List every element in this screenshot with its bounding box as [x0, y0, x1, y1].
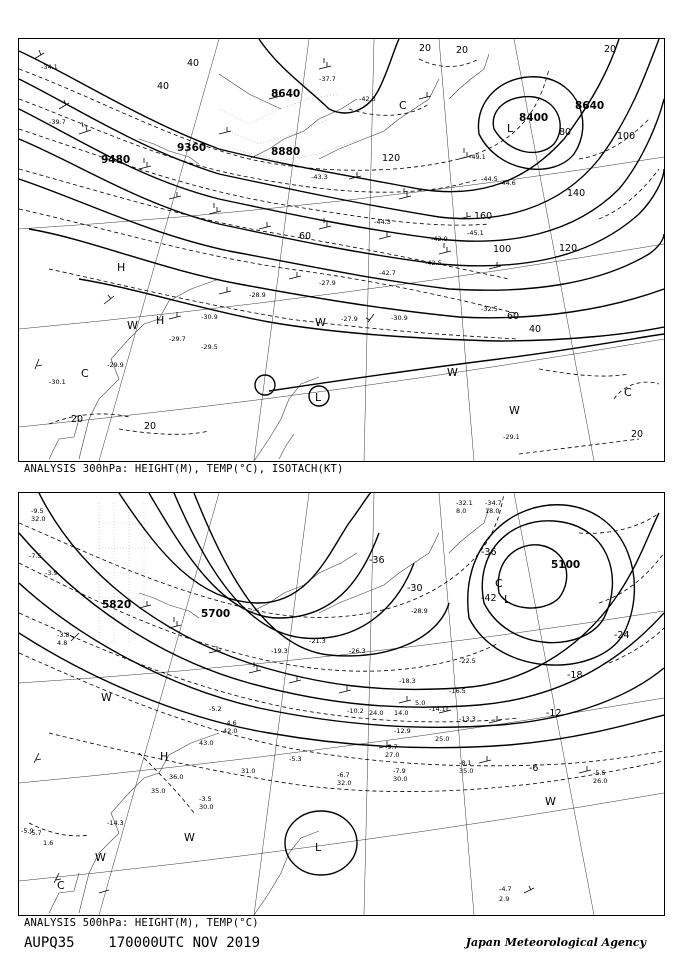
- temp-label: -39.7: [49, 118, 66, 126]
- isotach-label: 60: [507, 311, 520, 322]
- cold-center: C: [495, 577, 503, 590]
- station-label: 25.0: [435, 735, 450, 743]
- station-label: -5.2: [209, 705, 222, 713]
- station-label: 32.0: [337, 779, 352, 787]
- isotherm-label: -30: [407, 583, 423, 594]
- station-label: -32.1: [456, 499, 473, 507]
- station-label: 2.9: [499, 895, 510, 903]
- cold-center: C: [81, 367, 89, 380]
- isotach-label: 40: [529, 324, 542, 335]
- temp-label: -42.5: [425, 259, 442, 267]
- temp-label: -28.9: [249, 291, 266, 299]
- isotherm-label: -18: [567, 670, 583, 681]
- height-label: 5100: [551, 559, 581, 571]
- isotach-label: 120: [382, 153, 401, 164]
- height-label: 5700: [201, 608, 231, 620]
- agency-name: Japan Meteorological Agency: [465, 936, 646, 949]
- isotherm-label: -36: [369, 555, 385, 566]
- station-label: 35.0: [151, 787, 166, 795]
- station-label: -6.7: [337, 771, 350, 779]
- station-label: -28.9: [411, 607, 428, 615]
- temp-label: -29.7: [169, 335, 186, 343]
- warm-center: W: [545, 795, 556, 808]
- station-label: 8.0: [456, 507, 467, 515]
- station-label: 36.0: [169, 773, 184, 781]
- isotach-label: 120: [559, 243, 578, 254]
- temp-label: -30.9: [201, 313, 218, 321]
- temp-label: -32.5: [481, 305, 498, 313]
- temp-label: -30.9: [391, 314, 408, 322]
- isotach-labels: [71, 43, 643, 440]
- station-label: 30.0: [199, 803, 214, 811]
- isotach-label: 20: [419, 43, 432, 54]
- high-center: H: [117, 261, 126, 274]
- isotach-label: 20: [144, 421, 157, 432]
- station-label: -21.3: [309, 637, 326, 645]
- station-label: 31.0: [241, 767, 256, 775]
- station-label: -10.2: [347, 707, 364, 715]
- station-label: -8.1: [459, 759, 472, 767]
- isotach-label: 160: [474, 211, 493, 222]
- coastlines: [49, 54, 489, 461]
- station-label: -22.5: [459, 657, 476, 665]
- low-center: L: [507, 122, 514, 135]
- height-label: 8880: [271, 146, 301, 158]
- warm-center: W: [447, 366, 458, 379]
- station-label: 32.0: [31, 515, 46, 523]
- station-label: 4.8: [57, 639, 68, 647]
- isotach-label: 60: [299, 231, 312, 242]
- station-label: 18.0: [485, 507, 500, 515]
- height-label: 8640: [575, 100, 605, 112]
- low-center: L: [315, 841, 322, 854]
- isotherm-label: -12: [546, 708, 562, 719]
- low-center: L: [504, 593, 511, 606]
- warm-center: W: [101, 691, 112, 704]
- isotach-label: 140: [567, 188, 586, 199]
- station-label: -3.8: [57, 631, 70, 639]
- station-label: -5.9: [21, 827, 34, 835]
- station-label: -9.7: [385, 743, 398, 751]
- station-label: -5.5: [593, 769, 606, 777]
- isotach-label: 20: [456, 45, 469, 56]
- height-contours: [19, 39, 664, 406]
- warm-center: W: [315, 316, 326, 329]
- temp-label: -30.1: [49, 378, 66, 386]
- temp-label: -27.9: [341, 315, 358, 323]
- graticule: [19, 493, 664, 915]
- height-labels: [102, 559, 580, 620]
- station-label: -5.3: [289, 755, 302, 763]
- isotach-label: 20: [71, 414, 84, 425]
- station-label: 27.0: [385, 751, 400, 759]
- height-label: 9480: [101, 154, 131, 166]
- temp-label: -42.9: [431, 235, 448, 243]
- station-label: -13.3: [459, 715, 476, 723]
- temp-label: -43.3: [311, 173, 328, 181]
- isotach-label: 80: [559, 127, 572, 138]
- station-label: -12.9: [394, 727, 411, 735]
- station-label: -19.3: [271, 647, 288, 655]
- warm-center: W: [95, 851, 106, 864]
- station-label: 30.0: [393, 775, 408, 783]
- isotherm-label: -42: [481, 593, 497, 604]
- station-label: -9.5: [31, 507, 44, 515]
- high-center: H: [156, 314, 165, 327]
- height-label: 9360: [177, 142, 207, 154]
- low-center: L: [315, 391, 322, 404]
- isotach-label: 100: [617, 131, 636, 142]
- height-label: 8640: [271, 88, 301, 100]
- chart-code: AUPQ35 170000UTC NOV 2019: [24, 935, 261, 951]
- temp-label: -42.7: [379, 269, 396, 277]
- cold-center: C: [399, 99, 407, 112]
- station-label: -16.5: [449, 687, 466, 695]
- station-label: 24.0: [369, 709, 384, 717]
- station-label: 26.0: [593, 777, 608, 785]
- station-label: -14.1: [429, 705, 446, 713]
- station-label: -34.7: [485, 499, 502, 507]
- height-label: 8400: [519, 112, 549, 124]
- map-300hpa-svg: [19, 39, 664, 461]
- station-label: -18.3: [399, 677, 416, 685]
- temp-label: -49.1: [469, 153, 486, 161]
- station-label: 42.0: [223, 727, 238, 735]
- station-label: -5.7: [29, 829, 42, 837]
- temp-label: -29.1: [503, 433, 520, 441]
- station-label: -3.9: [45, 569, 58, 577]
- station-label: -7.5: [29, 552, 42, 560]
- isotherm-label: -24: [614, 630, 630, 641]
- station-label: -3.5: [199, 795, 212, 803]
- station-label: 5.0: [415, 699, 426, 707]
- dashed-contours: [19, 59, 659, 454]
- isotherm-label: -6: [529, 763, 539, 774]
- map-500hpa-svg: [19, 493, 664, 915]
- temp-label: -34.1: [41, 63, 58, 71]
- isotach-label: 20: [631, 429, 644, 440]
- high-center: H: [160, 750, 169, 763]
- temp-label: -37.7: [319, 75, 336, 83]
- temp-label: -45.1: [467, 229, 484, 237]
- warm-center: W: [509, 404, 520, 417]
- map-300hpa: [18, 38, 665, 462]
- temp-label: -44.6: [499, 179, 516, 187]
- station-label: -4.6: [224, 719, 237, 727]
- height-label: 5820: [102, 599, 132, 611]
- cold-center: C: [624, 386, 632, 399]
- station-label: -4.7: [499, 885, 512, 893]
- isotherm-label: -36: [481, 547, 497, 558]
- temp-label: -29.5: [201, 343, 218, 351]
- station-label: -14.3: [107, 819, 124, 827]
- temp-label: -27.9: [319, 279, 336, 287]
- height-contours: [19, 493, 664, 875]
- isotach-label: 40: [187, 58, 200, 69]
- station-label: -7.9: [393, 767, 406, 775]
- isotach-label: 20: [604, 44, 617, 55]
- temp-label: -42.3: [359, 95, 376, 103]
- station-label: 43.0: [199, 739, 214, 747]
- pressure-centers: [57, 577, 556, 892]
- temp-label: -44.3: [374, 218, 391, 226]
- warm-center: W: [127, 319, 138, 332]
- height-labels: [101, 88, 604, 166]
- caption-300hpa: ANALYSIS 300hPa: HEIGHT(M), TEMP(°C), ISOTACH(KT): [24, 463, 344, 475]
- caption-500hpa: ANALYSIS 500hPa: HEIGHT(M), TEMP(°C): [24, 917, 259, 929]
- station-label: 14.0: [394, 709, 409, 717]
- station-label: -26.3: [349, 647, 366, 655]
- coastlines: [49, 508, 489, 915]
- map-500hpa: [18, 492, 665, 916]
- station-label: 1.6: [43, 839, 54, 847]
- warm-center: W: [184, 831, 195, 844]
- cold-center: C: [57, 879, 65, 892]
- isotach-label: 40: [157, 81, 170, 92]
- station-label: 35.0: [459, 767, 474, 775]
- temp-label: -44.5: [481, 175, 498, 183]
- temp-label: -29.9: [107, 361, 124, 369]
- isotach-label: 100: [493, 244, 512, 255]
